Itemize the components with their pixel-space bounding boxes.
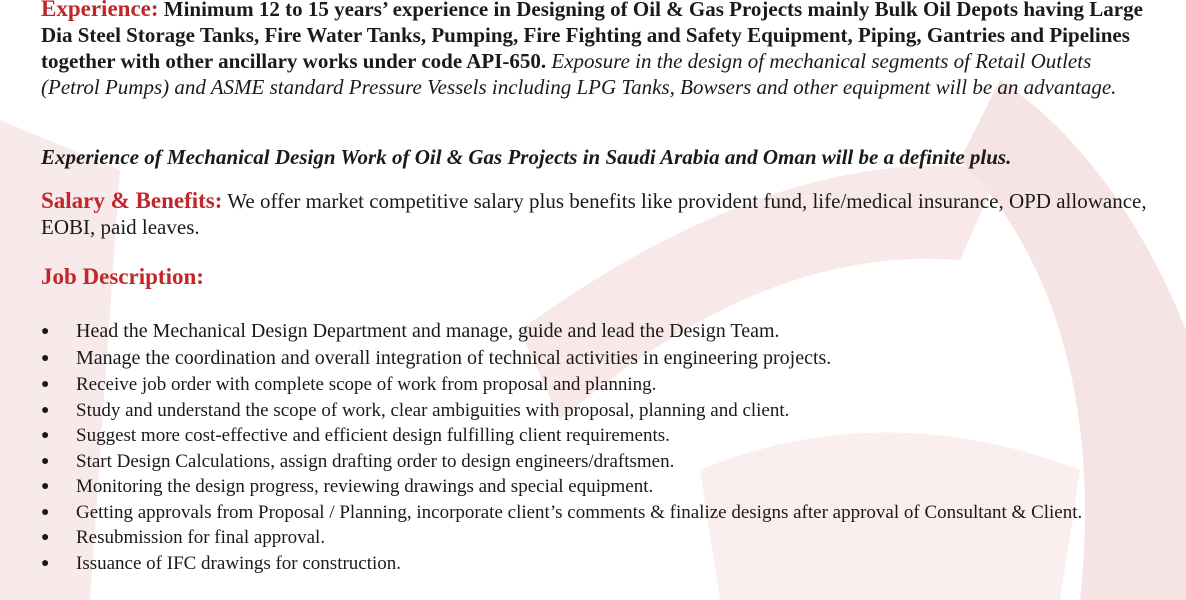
experience-heading: Experience: (41, 0, 159, 21)
salary-paragraph (41, 188, 1151, 240)
list-item-text: Start Design Calculations, assign drafting order to design engineers/draftsmen. (76, 450, 675, 472)
salary-heading: Salary & Benefits: (41, 188, 223, 213)
bullet-icon: ● (41, 351, 50, 366)
bullet-icon: ● (41, 555, 50, 571)
list-item (41, 474, 1151, 500)
job-description-heading: Job Description: (41, 264, 204, 289)
list-item (41, 345, 1151, 372)
list-item-text: Head the Mechanical Design Department and manage, guide and lead the Design Team. (76, 320, 780, 342)
list-item (41, 525, 1151, 551)
experience-paragraph (41, 0, 1151, 100)
list-item-text: Getting approvals from Proposal / Planning, incorporate client’s comments & finalize designs after approval of Consultant & Client. (76, 501, 1083, 523)
list-item (41, 372, 1151, 398)
bullet-icon: ● (41, 402, 50, 418)
experience-advantage-note: Exposure in the design of mechanical segments of Retail Outlets (Petrol Pumps) and ASME standard Pressure Vessels including LPG Tanks, Bowsers and other equipment will be an advantage. (41, 49, 1117, 99)
bullet-icon: ● (41, 504, 50, 520)
list-item (41, 318, 1151, 345)
list-item (41, 423, 1151, 449)
list-item (41, 551, 1151, 577)
bullet-icon: ● (41, 428, 50, 443)
list-item-text: Suggest more cost-effective and efficient design fulfilling client requirements. (76, 425, 670, 446)
bullet-icon: ● (41, 324, 50, 339)
bullet-icon: ● (41, 530, 50, 545)
list-item-text: Receive job order with complete scope of work from proposal and planning. (76, 374, 657, 395)
salary-text: We offer market competitive salary plus benefits like provident fund, life/medical insurance, OPD allowance, EOBI, paid leaves. (41, 189, 1147, 239)
job-description-list (41, 318, 1151, 576)
saudi-oman-note: Experience of Mechanical Design Work of Oil & Gas Projects in Saudi Arabia and Oman will be a definite plus. (41, 145, 1012, 169)
bullet-icon: ● (41, 479, 50, 494)
list-item-text: Study and understand the scope of work, clear ambiguities with proposal, planning and client. (76, 399, 790, 421)
list-item-text: Resubmission for final approval. (76, 527, 326, 548)
bullet-icon: ● (41, 377, 50, 392)
list-item-text: Monitoring the design progress, reviewing drawings and special equipment. (76, 476, 654, 497)
bullet-icon: ● (41, 453, 50, 469)
list-item-text: Manage the coordination and overall integration of technical activities in engineering projects. (76, 347, 832, 369)
list-item (41, 449, 1151, 475)
experience-requirements: Minimum 12 to 15 years’ experience in Designing of Oil & Gas Projects mainly Bulk Oil Depots having Large Dia Steel Storage Tanks, Fire Water Tanks, Pumping, Fire Fighting and Safety Equipment, Piping, Gantries and Pipelines together with other ancillary works under code API-650. (41, 0, 1143, 73)
list-item (41, 500, 1151, 526)
list-item (41, 398, 1151, 424)
list-item-text: Issuance of IFC drawings for construction. (76, 552, 402, 574)
